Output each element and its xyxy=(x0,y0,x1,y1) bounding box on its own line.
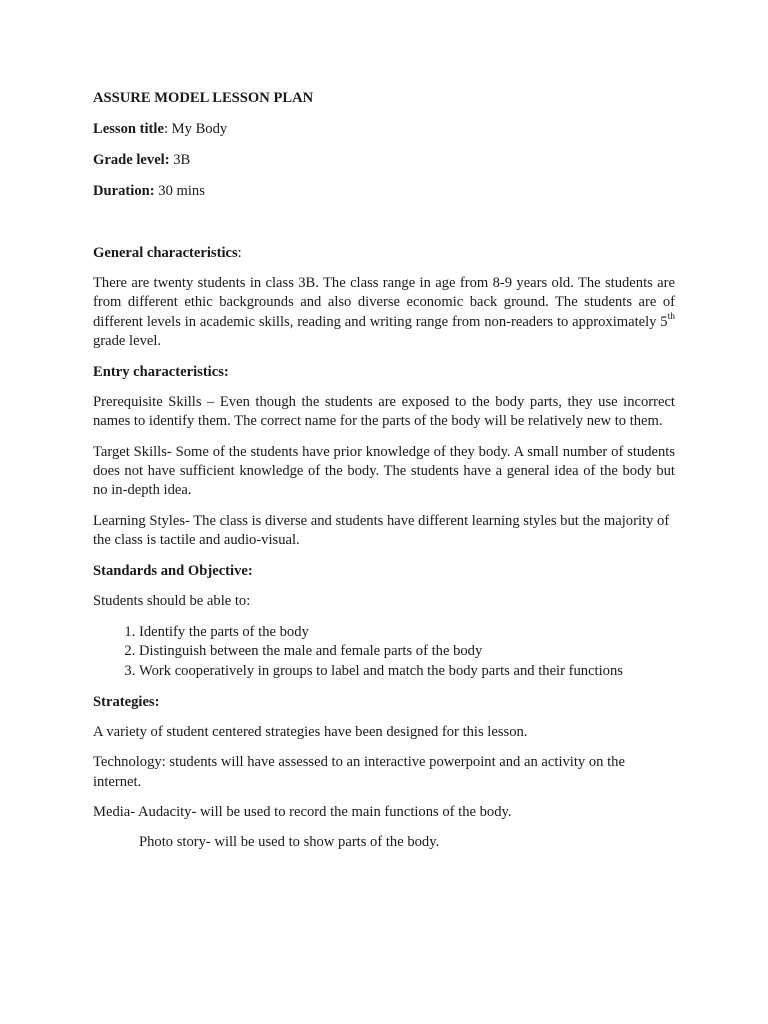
list-item: 1. Identify the parts of the body xyxy=(139,623,675,643)
document-title: ASSURE MODEL LESSON PLAN xyxy=(93,90,314,106)
duration-line xyxy=(93,181,675,201)
standards-heading: Standards and Objective: xyxy=(93,563,253,580)
lesson-title-label: Lesson title xyxy=(93,121,164,137)
duration-label: Duration: xyxy=(93,183,155,199)
objectives-list xyxy=(93,623,675,682)
grade-level-value: 3B xyxy=(169,152,191,168)
prerequisite-skills-paragraph: Prerequisite Skills – Even though the students are exposed to the body parts, they use incorrect names to identify them. The correct name for the parts of the body will be relatively new to them. xyxy=(93,394,675,430)
media-paragraph: Media- Audacity- will be used to record the main functions of the body. xyxy=(93,803,512,820)
learning-styles-paragraph: Learning Styles- The class is diverse and students have different learning styles but the majority of the class is tactile and audio-visual. xyxy=(93,512,670,548)
strategies-intro: A variety of student centered strategies have been designed for this lesson. xyxy=(93,724,528,741)
general-text: There are twenty students in class 3B. The class range in age from 8-9 years old. The students are from different ethic backgrounds and also diverse economic back ground. The students are of different levels in academic skills, reading and writing range from non-readers to approximately 5 xyxy=(93,275,675,330)
list-item: 3. Work cooperatively in groups to label and match the body parts and their functions xyxy=(139,662,675,682)
grade-level-label: Grade level: xyxy=(93,152,170,168)
document-body xyxy=(93,88,675,864)
standards-intro: Students should be able to: xyxy=(93,593,251,610)
grade-level-line xyxy=(93,150,675,170)
list-item: 2. Distinguish between the male and female parts of the body xyxy=(139,642,675,662)
general-text-end: grade level. xyxy=(93,332,162,349)
general-superscript: th xyxy=(667,311,675,322)
target-skills-paragraph: Target Skills- Some of the students have prior knowledge of they body. A small number of students does not have sufficient knowledge of the body. The students have a general idea of the body but no in-depth idea. xyxy=(93,443,675,499)
general-heading-suffix: : xyxy=(237,245,242,261)
general-heading-text: General characteristics xyxy=(93,245,238,261)
general-characteristics-heading xyxy=(93,243,675,263)
lesson-title-line xyxy=(93,119,675,139)
technology-paragraph: Technology: students will have assessed to an interactive powerpoint and an activity on the internet. xyxy=(93,754,625,790)
general-characteristics-paragraph xyxy=(93,274,675,351)
strategies-heading: Strategies: xyxy=(93,694,160,711)
photo-story-paragraph: Photo story- will be used to show parts of the body. xyxy=(139,834,440,851)
entry-characteristics-heading: Entry characteristics: xyxy=(93,364,229,381)
duration-value: 30 mins xyxy=(154,183,205,199)
lesson-title-value: : My Body xyxy=(163,121,228,137)
